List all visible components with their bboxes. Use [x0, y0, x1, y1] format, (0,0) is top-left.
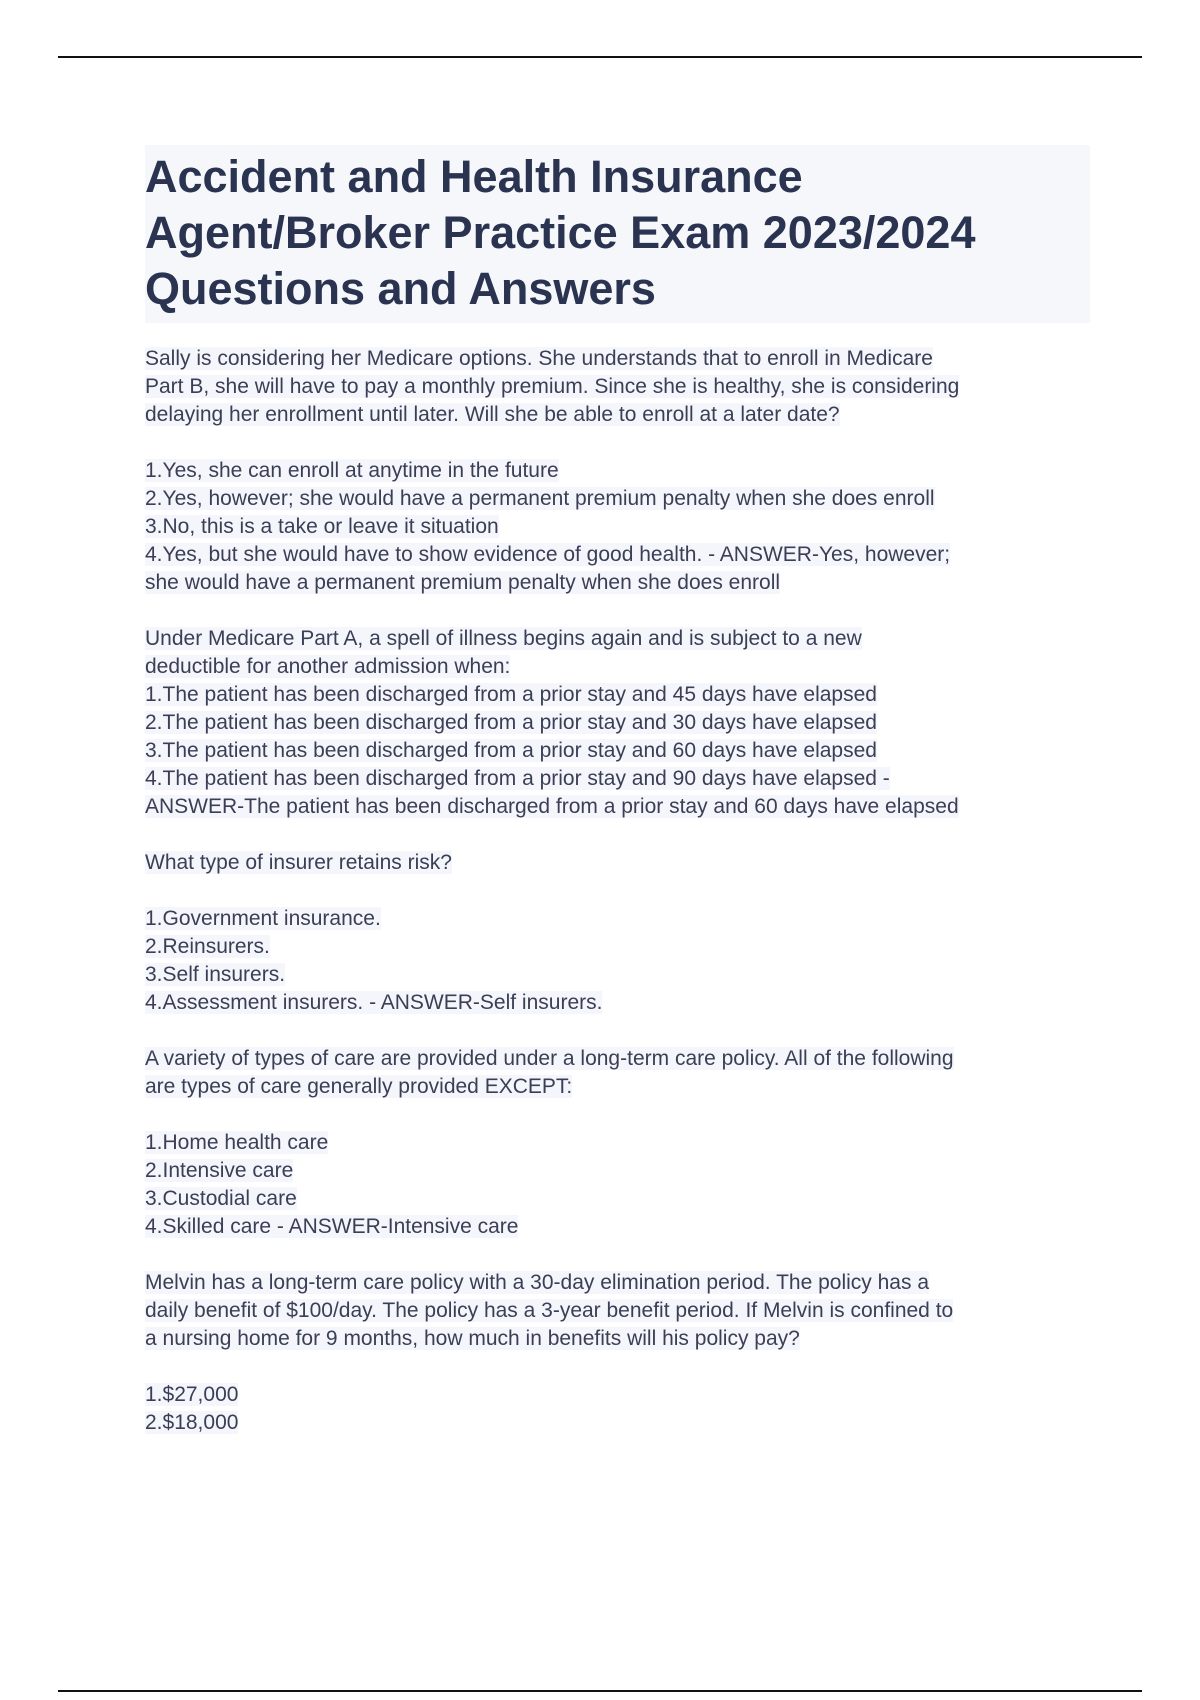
document-title [145, 149, 1090, 317]
text-line: are types of care generally provided EXCEPT: [145, 1075, 573, 1098]
option-line: 2.Reinsurers. [145, 935, 270, 958]
document-body [145, 345, 1090, 1437]
text-line: Under Medicare Part A, a spell of illness begins again and is subject to a new [145, 627, 862, 650]
answer-line: 4.Skilled care - ANSWER-Intensive care [145, 1215, 519, 1238]
text-line: Sally is considering her Medicare options. She understands that to enroll in Medicare [145, 347, 933, 370]
top-rule [58, 56, 1142, 58]
answer-line: 4.Assessment insurers. - ANSWER-Self insurers. [145, 991, 603, 1014]
option-line: 2.The patient has been discharged from a prior stay and 30 days have elapsed [145, 711, 877, 734]
answer-line: she would have a permanent premium penalty when she does enroll [145, 571, 781, 594]
question-4-options [145, 1129, 1090, 1241]
text-line: a nursing home for 9 months, how much in benefits will his policy pay? [145, 1327, 800, 1350]
text-line: delaying her enrollment until later. Will she be able to enroll at a later date? [145, 403, 840, 426]
option-line: 2.Yes, however; she would have a permanent premium penalty when she does enroll [145, 487, 935, 510]
option-line: 1.Home health care [145, 1131, 329, 1154]
title-line: Accident and Health Insurance [145, 151, 803, 202]
option-line: 1.Government insurance. [145, 907, 381, 930]
option-line: 4.The patient has been discharged from a prior stay and 90 days have elapsed - [145, 767, 890, 790]
text-line: What type of insurer retains risk? [145, 851, 452, 874]
option-line: 3.No, this is a take or leave it situation [145, 515, 499, 538]
text-line: A variety of types of care are provided under a long-term care policy. All of the following [145, 1047, 954, 1070]
text-line: deductible for another admission when: [145, 655, 511, 678]
option-line: 1.$27,000 [145, 1383, 239, 1406]
question-3 [145, 849, 1090, 1017]
answer-line: ANSWER-The patient has been discharged from a prior stay and 60 days have elapsed [145, 795, 959, 818]
text-line: Melvin has a long-term care policy with a 30-day elimination period. The policy has a [145, 1271, 930, 1294]
question-4 [145, 1045, 1090, 1241]
option-line: 3.The patient has been discharged from a prior stay and 60 days have elapsed [145, 739, 877, 762]
question-5-prompt [145, 1269, 1090, 1353]
question-3-prompt [145, 849, 1090, 877]
option-line: 1.The patient has been discharged from a prior stay and 45 days have elapsed [145, 683, 877, 706]
question-1 [145, 345, 1090, 597]
question-5 [145, 1269, 1090, 1437]
option-line: 4.Yes, but she would have to show evidence of good health. - ANSWER-Yes, however; [145, 543, 951, 566]
question-1-prompt [145, 345, 1090, 429]
text-line: daily benefit of $100/day. The policy has a 3-year benefit period. If Melvin is confined to [145, 1299, 954, 1322]
bottom-rule [58, 1690, 1142, 1692]
option-line: 2.$18,000 [145, 1411, 239, 1434]
title-line: Agent/Broker Practice Exam 2023/2024 [145, 207, 976, 258]
question-3-options [145, 905, 1090, 1017]
question-2 [145, 625, 1090, 821]
title-block [145, 145, 1090, 323]
title-line: Questions and Answers [145, 263, 656, 314]
question-4-prompt [145, 1045, 1090, 1101]
question-5-options [145, 1381, 1090, 1437]
option-line: 3.Self insurers. [145, 963, 286, 986]
option-line: 2.Intensive care [145, 1159, 294, 1182]
text-line: Part B, she will have to pay a monthly premium. Since she is healthy, she is considering [145, 375, 960, 398]
option-line: 1.Yes, she can enroll at anytime in the future [145, 459, 559, 482]
option-line: 3.Custodial care [145, 1187, 297, 1210]
document-content [145, 145, 1090, 1437]
question-1-options [145, 457, 1090, 597]
